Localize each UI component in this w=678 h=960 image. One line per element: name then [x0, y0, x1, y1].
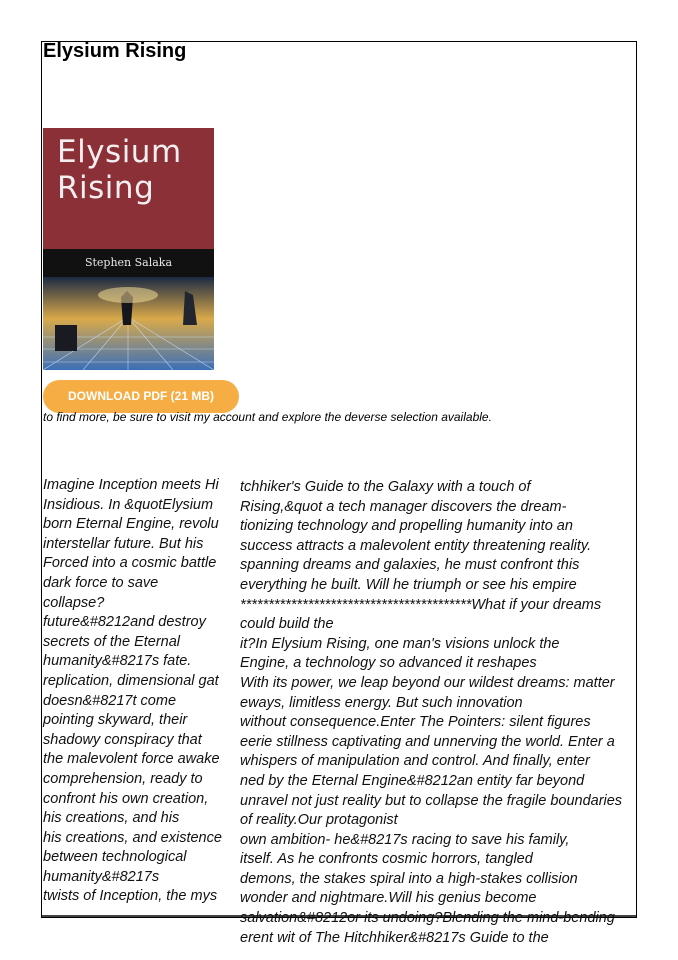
description-line: Insidious. In &quotElysium: [43, 496, 214, 513]
description-line: replication, dimensional gat: [43, 672, 219, 689]
description-line: ned by the Eternal Engine&#8212an entity far beyond: [240, 772, 585, 789]
description-line: dark force to save: [43, 574, 159, 591]
description-line: it?In Elysium Rising, one man's visions unlock the: [240, 635, 560, 652]
description-line: Rising,&quot a tech manager discovers the dream-: [240, 498, 567, 515]
cover-artwork: [43, 277, 214, 370]
cover-title-line-2: Rising: [57, 170, 155, 206]
description-line: his creations, and his: [43, 810, 180, 827]
description-line: humanity&#8217s fate.: [43, 653, 192, 670]
description-line: without consequence.Enter The Pointers: silent figures: [240, 714, 591, 731]
description-line: erent wit of The Hitchhiker&#8217s Guide to the: [240, 929, 549, 946]
description-line: twists of Inception, the mys: [43, 888, 218, 905]
description-left-column: [43, 476, 243, 907]
cover-title-panel: [43, 128, 214, 249]
description-line: future&#8212and destroy: [43, 614, 206, 631]
visit-account-text: to find more, be sure to visit my account and explore the deverse selection available.: [43, 410, 492, 424]
description-line: own ambition- he&#8217s racing to save his family,: [240, 831, 570, 848]
cover-title-line-1: Elysium: [57, 134, 182, 170]
book-cover-image: [43, 128, 214, 370]
description-line: unravel not just reality but to collapse the fragile boundaries of reality.Our protagonist: [240, 792, 623, 829]
description-line: wonder and nightmare.Will his genius become: [240, 890, 537, 907]
description-line: confront his own creation,: [43, 790, 209, 807]
description-line: pointing skyward, their: [43, 712, 188, 729]
cover-title: [57, 134, 182, 206]
description-line: shadowy conspiracy that: [43, 731, 202, 748]
description-line: tchhiker's Guide to the Galaxy with a touch of: [240, 479, 531, 495]
description-right-column: [240, 478, 635, 948]
cover-author: Stephen Salaka: [84, 256, 173, 269]
description-line: salvation&#8212or its undoing?Blending the mind-bending: [240, 910, 615, 927]
description-line: spanning dreams and galaxies, he must confront this: [240, 557, 580, 574]
description-line: his creations, and existence: [43, 829, 222, 846]
description-line: secrets of the Eternal: [43, 633, 181, 650]
description-line: With its power, we leap beyond our wildest dreams: matter: [240, 674, 615, 691]
description-line: Imagine Inception meets Hi: [43, 477, 219, 493]
description-line: eerie stillness captivating and unnerving the world. Enter a: [240, 733, 615, 750]
description-line: between technological: [43, 849, 187, 866]
description-line: tionizing technology and propelling humanity into an: [240, 518, 573, 535]
description-line: everything he built. Will he triumph or see his empire: [240, 576, 577, 593]
download-pdf-button[interactable]: DOWNLOAD PDF (21 MB): [43, 380, 239, 413]
page-title: Elysium Rising: [43, 40, 187, 62]
description-line: interstellar future. But his: [43, 535, 204, 552]
description-line: success attracts a malevolent entity threatening reality.: [240, 537, 592, 554]
description-line: the malevolent force awake: [43, 751, 220, 768]
description-line: demons, the stakes spiral into a high-stakes collision: [240, 870, 578, 887]
description-line: doesn&#8217t come: [43, 692, 177, 709]
description-line: itself. As he confronts cosmic horrors, tangled: [240, 851, 533, 868]
description-line: humanity&#8217s: [43, 868, 160, 885]
description-line: comprehension, ready to: [43, 770, 203, 787]
description-line: Engine, a technology so advanced it reshapes: [240, 655, 537, 672]
description-line: collapse?: [43, 594, 105, 611]
description-line: eways, limitless energy. But such innovation: [240, 694, 523, 711]
description-line: *****************************************What if your dreams could build the: [240, 596, 602, 633]
description-line: whispers of manipulation and control. And finally, enter: [240, 753, 590, 770]
description-line: born Eternal Engine, revolu: [43, 516, 219, 533]
description-line: Forced into a cosmic battle: [43, 555, 217, 572]
